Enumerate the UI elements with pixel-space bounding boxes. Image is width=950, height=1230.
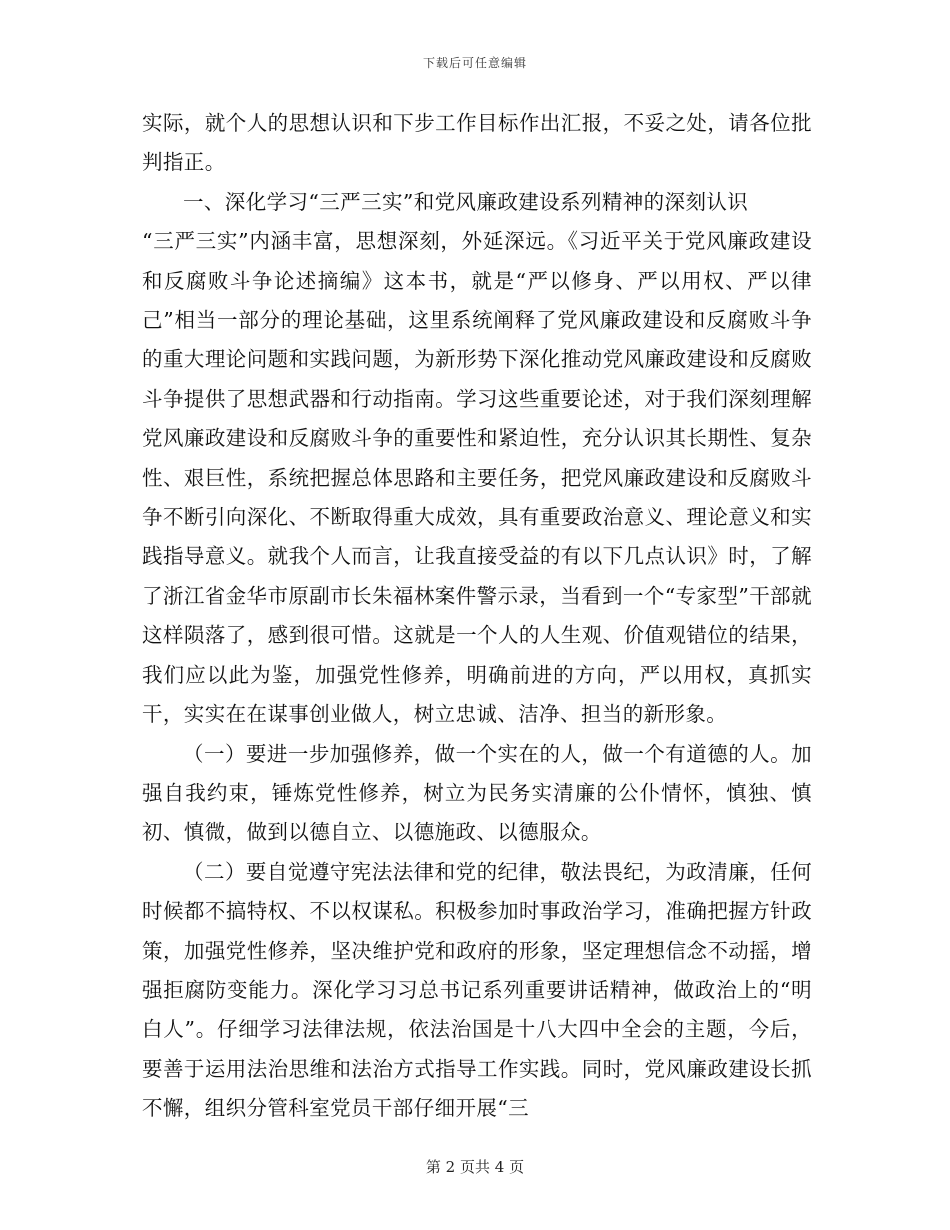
page-header: 下载后可任意编辑	[422, 56, 527, 70]
document-body	[142, 104, 812, 1129]
paragraph-three-strict: “三严三实”内涵丰富，思想深刻，外延深远。《习近平关于党风廉政建设和反腐败斗争论述摘编》这本书，就是“严以修身、严以用权、严以律己”相当一部分的理论基础，这里系统阐释了党风廉政建设和反腐败斗争的重大理论问题和实践问题，为新形势下深化推动党风廉政建设和反腐败斗争提供了思想武器和行动指南。学习这些重要论述，对于我们深刻理解党风廉政建设和反腐败斗争的重要性和紧迫性，充分认识其长期性、复杂性、艰巨性，系统把握总体思路和主要任务，把党风廉政建设和反腐败斗争不断引向深化、不断取得重大成效，具有重要政治意义、理论意义和实践指导意义。就我个人而言，让我直接受益的有以下几点认识》时，了解了浙江省金华市原副市长朱福林案件警示录，当看到一个“专家型”干部就这样陨落了，感到很可惜。这就是一个人的人生观、价值观错位的结果，我们应以此为鉴，加强党性修养，明确前进的方向，严以用权，真抓实干，实实在在谋事创业做人，树立忠诚、洁净、担当的新形象。	[142, 229, 812, 727]
page-footer: 第 2 页共 4 页	[425, 1158, 525, 1176]
paragraph-intro: 实际，就个人的思想认识和下步工作目标作出汇报，不妥之处，请各位批判指正。	[142, 111, 812, 175]
paragraph-point-1: （一）要进一步加强修养，做一个实在的人，做一个有道德的人。加强自我约束，锤炼党性修养，树立为民务实清廉的公仆情怀，慎独、慎初、慎微，做到以德自立、以德施政、以德服众。	[142, 741, 812, 845]
paragraph-point-2: （二）要自觉遵守宪法法律和党的纪律，敬法畏纪，为政清廉，任何时候都不搞特权、不以权谋私。积极参加时事政治学习，准确把握方针政策，加强党性修养，坚决维护党和政府的形象，坚定理想信念不动摇，增强拒腐防变能力。深化学习习总书记系列重要讲话精神，做政治上的“明白人”。仔细学习法律法规，依法治国是十八大四中全会的主题，今后，要善于运用法治思维和法治方式指导工作实践。同时，党风廉政建设长抓不懈，组织分管科室党员干部仔细开展“三	[142, 859, 812, 1121]
section-heading-1: 一、深化学习“三严三实”和党风廉政建设系列精神的深刻认识	[183, 189, 749, 214]
